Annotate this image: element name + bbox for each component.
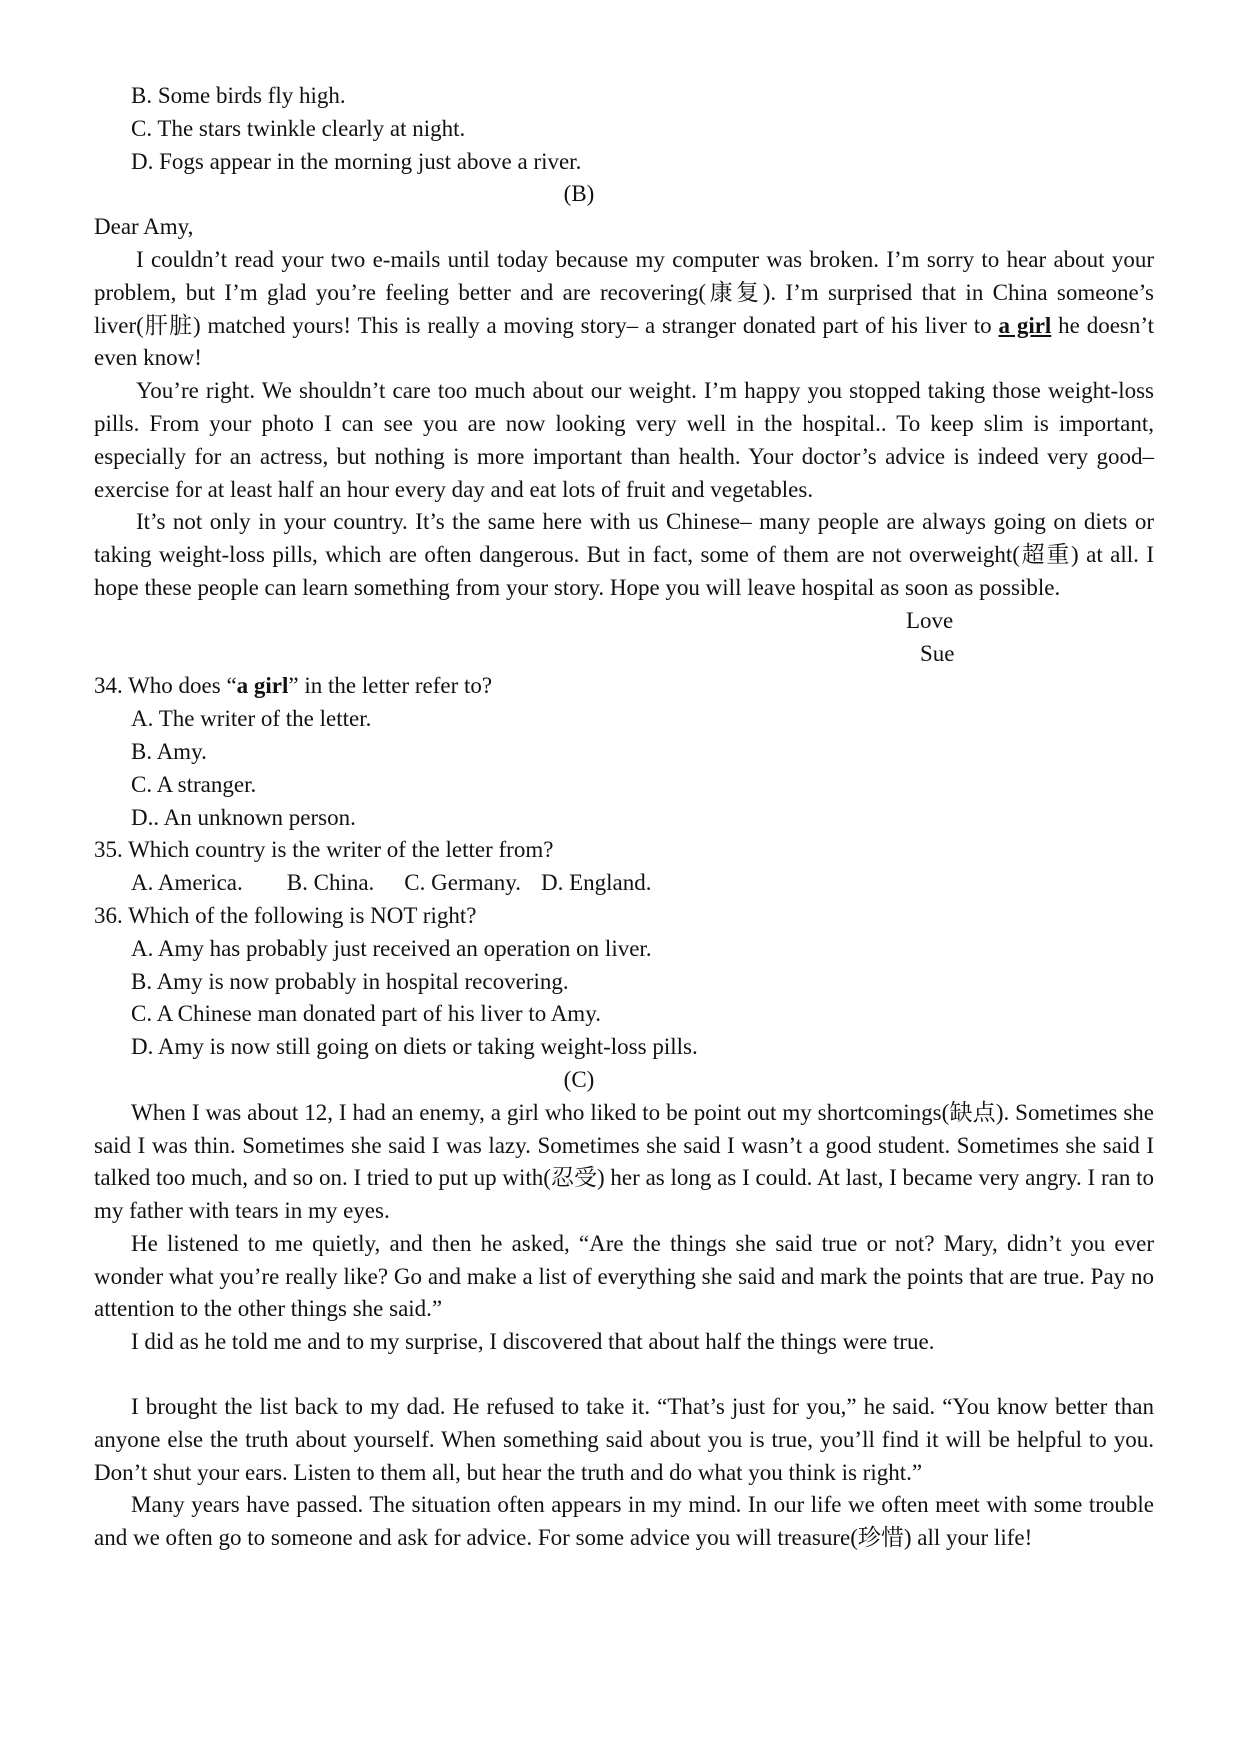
section-heading-b: (B) [563,181,595,207]
option-b: B. Some birds fly high. [131,83,346,108]
story-paragraph-2: He listened to me quietly, and then he asked, “Are the things she said true or not? Mary, didn’t you ever wonder what you’re really like? Go and make a list of everything she said and mark the points that are true. Pay no attention to the other things she said.” [94,1230,1154,1322]
letter-closing: Love [906,607,954,633]
question-36: 36. Which of the following is NOT right? [94,902,477,928]
story-paragraph-5: Many years have passed. The situation often appears in my mind. In our life we often meet with some trouble and we often go to someone and ask for advice. For some advice you will treasure(珍惜) all your life! [94,1492,1154,1551]
question-34: 34. Who does “a girl” in the letter refer to? [94,673,493,699]
q34-option-b: B. Amy. [131,738,207,764]
letter-paragraph-1: I couldn’t read your two e-mails until today because my computer was broken. I’m sorry to hear about your problem, but I’m glad you’re feeling better and are recovering(康复). I’m surprised that in China someone’s liver(肝脏) matched yours! This is really a moving story– a stranger donated part of his liver to a girl he doesn’t even know! [94,246,1154,371]
question-35: 35. Which country is the writer of the letter from? [94,837,554,863]
exam-page [94,80,1154,1555]
q35-options: A. America. B. China. C. Germany. D. England. [131,870,652,896]
letter-paragraph-3: It’s not only in your country. It’s the same here with us Chinese– many people are always going on diets or taking weight-loss pills, which are often dangerous. But in fact, some of them are not overweight(超重) at all. I hope these people can learn something from your story. Hope you will leave hospital as soon as possible. [94,509,1154,600]
blank-line [94,1359,1154,1391]
bold-phrase: a girl [998,312,1052,338]
story-paragraph-3: I did as he told me and to my surprise, I discovered that about half the things were true. [131,1329,935,1355]
option-c: C. The stars twinkle clearly at night. [131,115,466,141]
q36-option-a: A. Amy has probably just received an operation on liver. [131,935,652,961]
letter-signature: Sue [920,640,955,666]
q36-option-c: C. A Chinese man donated part of his liver to Amy. [131,1001,601,1027]
q36-option-d: D. Amy is now still going on diets or taking weight-loss pills. [131,1034,698,1060]
section-heading-c: (C) [563,1066,595,1092]
q34-option-c: C. A stranger. [131,771,257,797]
letter-greeting: Dear Amy, [94,214,194,240]
q34-option-a: A. The writer of the letter. [131,706,372,732]
q36-option-b: B. Amy is now probably in hospital recovering. [131,968,569,994]
q34-option-d: D.. An unknown person. [131,804,356,830]
option-d: D. Fogs appear in the morning just above a river. [131,148,582,174]
letter-paragraph-2: You’re right. We shouldn’t care too much about our weight. I’m happy you stopped taking those weight-loss pills. From your photo I can see you are now looking very well in the hospital.. To keep slim is important, especially for an actress, but nothing is more important than health. Your doctor’s advice is indeed very good– exercise for at least half an hour every day and eat lots of fruit and vegetables. [94,378,1154,502]
story-paragraph-4: I brought the list back to my dad. He refused to take it. “That’s just for you,” he said. “You know better than anyone else the truth about yourself. When something said about you is true, you’ll find it will be helpful to you. Don’t shut your ears. Listen to them all, but hear the truth and do what you think is right.” [94,1394,1154,1485]
story-paragraph-1: When I was about 12, I had an enemy, a girl who liked to be point out my shortcomings(缺点). Sometimes she said I was thin. Sometimes she said I was lazy. Sometimes she said I wasn’t a good student. Sometimes she said I talked too much, and so on. I tried to put up with(忍受) her as long as I could. At last, I became very angry. I ran to my father with tears in my eyes. [94,1099,1154,1224]
